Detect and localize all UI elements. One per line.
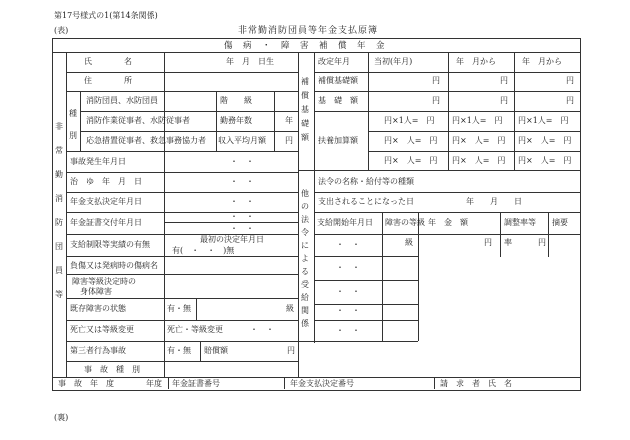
hosho-vertical-label: 補 償 基 礎 額 [301,77,309,142]
disability-label-1: 障害等級決定時の [72,277,136,286]
start-date-2: ・ ・ [336,263,360,272]
certificate-date-value-1: ・ ・ [230,212,254,221]
annuity-amount-label: 年 金 額 [428,218,468,227]
decision-number-label: 年金支払決定番号 [290,379,354,388]
accident-year-label: 事 故 年 度 [58,379,114,388]
base-amount-label: 基 礎 額 [318,96,358,105]
disability-label-2: 身体障害 [80,287,112,296]
cure-date-value: ・ ・ [230,177,254,186]
hijokin-vertical-label: 非 常 勤 消 防 団 員 等 [55,122,63,299]
from-date-1: 年 月から [456,57,496,66]
existing-disability-yes-no: 有・無 [167,304,191,313]
shubetsu-vertical-label: 種 別 [69,109,77,140]
start-date-4: ・ ・ [336,306,360,315]
start-date-3: ・ ・ [336,287,360,296]
dependent-row2-c: 円× 人= 円 [518,136,572,145]
avg-income-label: 収入平均月額 [218,136,266,145]
restriction-label: 支給制限等実績の有無 [70,240,150,249]
payment-start-label: 支出されることになった日 [318,197,414,206]
annuity-unit: 円 [484,238,492,247]
dependent-row3-b: 円× 人= 円 [452,156,506,165]
existing-disability-grade: 級 [286,304,294,313]
death-change-option: 死亡・等級変更 [167,325,223,334]
death-change-date: ・ ・ [250,325,274,334]
other-law-vertical-label: 他 の 法 令 に よ る 受 給 関 係 [301,189,309,328]
shubetsu-2: 消防作業従事者、水防従事者 [86,116,190,125]
third-party-label: 第三者行為事故 [70,346,126,355]
law-name-label: 法令の名称・給付等の種類 [318,177,414,186]
avg-income-unit: 円 [285,136,293,145]
accident-type-label: 事 故 種 別 [84,365,140,374]
restriction-first-date: 最初の決定年月日 [200,235,264,244]
shubetsu-1: 消防団員、水防団員 [86,96,158,105]
shubetsu-3: 応急措置従事者、救急事務協力者 [86,136,206,145]
dependent-row3-c: 円× 人= 円 [518,156,572,165]
dependent-row1-a: 円×1人= 円 [384,116,435,125]
start-date-1: ・ ・ [336,240,360,249]
payment-start-value: 年 月 日 [466,197,522,206]
certificate-number-label: 年金証書番号 [172,379,220,388]
grade-label: 障害の等級 [385,218,425,227]
dependent-row1-b: 円×1人= 円 [452,116,503,125]
existing-disability-label: 既存障害の状態 [70,304,126,313]
front-side-label: (表) [54,26,69,35]
start-date-label: 支給開始年月日 [317,218,373,227]
form-subtitle: 傷 病 ・ 障 害 補 償 年 金 [224,41,386,51]
payment-decision-label: 年金支払決定年月日 [70,197,142,206]
birth-date-field: 年 月 日生 [226,57,274,66]
revision-label: 改定年月 [318,57,350,66]
payment-decision-value: ・ ・ [230,197,254,206]
injury-name-label: 負傷又は発病時の傷病名 [70,261,158,270]
yen-4: 円 [432,96,440,105]
accident-date-label: 事故発生年月日 [70,157,126,166]
yen-1: 円 [432,76,440,85]
grade-unit: 級 [405,238,413,247]
yen-6: 円 [566,96,574,105]
compensation-label: 賠償額 [204,346,228,355]
restriction-yes-no: 有( ・ ・ )無 [172,246,235,255]
claimant-name-label: 請 求 者 氏 名 [440,379,512,388]
third-party-yes-no: 有・無 [167,346,191,355]
certificate-date-value-2: ・ ・ [230,224,254,233]
certificate-date-label: 年金証書交付年月日 [70,218,142,227]
yen-3: 円 [566,76,574,85]
compensation-unit: 円 [287,346,295,355]
death-change-label: 死亡又は等級変更 [70,325,134,334]
accident-date-value: ・ ・ [230,157,254,166]
yen-2: 円 [500,76,508,85]
dependent-allowance-label: 扶養加算額 [318,136,358,145]
dependent-row3-a: 円× 人= 円 [384,156,438,165]
yen-5: 円 [500,96,508,105]
adjustment-unit: 円 [538,238,546,247]
rate-unit: 率 [504,238,512,247]
page-title: 非常勤消防団員等年金支払原簿 [238,26,379,36]
year-unit: 年度 [146,379,162,388]
base-compensation-label: 補償基礎額 [318,76,358,85]
from-date-2: 年 月から [522,57,562,66]
dependent-row1-c: 円×1人= 円 [518,116,569,125]
dependent-row2-b: 円× 人= 円 [452,136,506,145]
back-side-label: (裏) [54,413,69,422]
service-years-unit: 年 [285,116,293,125]
cure-date-label: 治 ゆ 年 月 日 [70,177,142,186]
address-label: 住 所 [84,76,132,85]
name-label: 氏 名 [84,57,132,66]
remarks-label: 摘要 [552,218,568,227]
adjustment-label: 調整率等 [504,218,536,227]
dependent-row2-a: 円× 人= 円 [384,136,438,145]
rank-label: 階 級 [220,96,252,105]
start-date-5: ・ ・ [336,326,360,335]
form-number: 第17号様式の1(第14条関係) [54,11,158,20]
service-years-label: 勤務年数 [220,116,252,125]
initial-ym-label: 当初(年月) [374,57,413,66]
